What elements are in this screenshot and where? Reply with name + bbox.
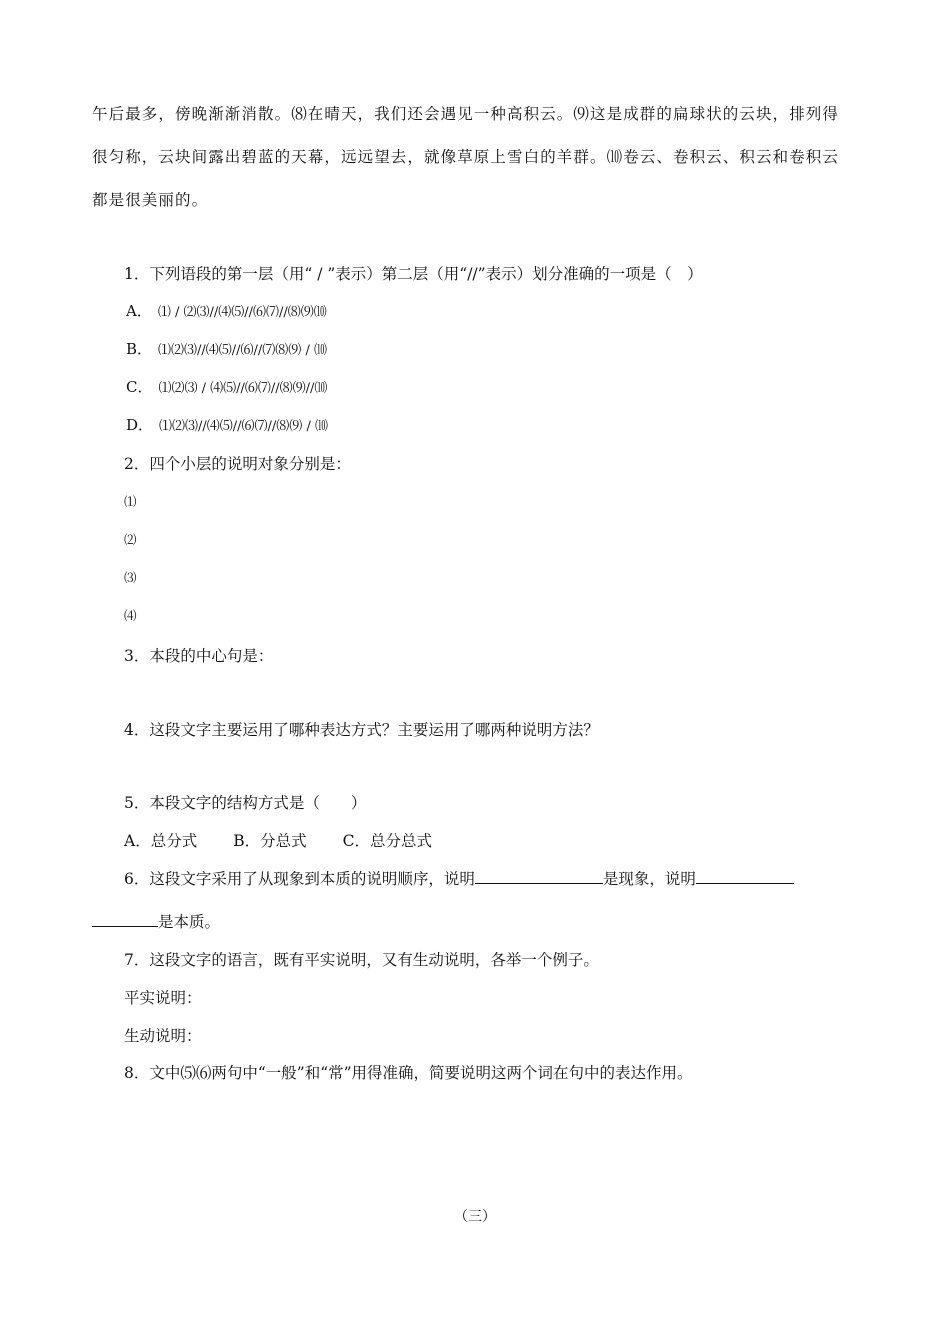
option-a: [126, 300, 327, 321]
passage-line-2: 很匀称，云块间露出碧蓝的天幕，远远望去，就像草原上雪白的羊群。⑽卷云、卷积云、积云和卷积云: [92, 148, 840, 166]
question-2: 2．四个小层的说明对象分别是：: [124, 455, 351, 473]
option-d: [126, 414, 328, 435]
question-5-choices: [124, 829, 432, 851]
answer-blank-1: ⑴: [124, 494, 137, 509]
option-c: [126, 376, 327, 397]
answer-blank-3: ⑶: [124, 570, 137, 585]
vivid-description-label: 生动说明：: [124, 1027, 202, 1045]
option-b-value: ⑴⑵⑶//⑷⑸//⑹//⑺⑻⑼ / ⑽: [158, 343, 327, 358]
option-a-label: A．: [126, 302, 152, 320]
question-6-part1: 6．这段文字采用了从现象到本质的说明顺序，说明: [124, 870, 475, 888]
fill-blank-phenomenon[interactable]: [475, 869, 603, 884]
passage-line-3: 都是很美丽的。: [92, 191, 209, 209]
option-d-label: D．: [126, 416, 154, 434]
question-6-continued: [92, 910, 220, 932]
question-3: 3．本段的中心句是：: [124, 647, 274, 665]
question-8: 8．文中⑸⑹两句中“一般”和“常”用得准确，简要说明这两个词在句中的表达作用。: [124, 1064, 693, 1082]
plain-description-label: 平实说明：: [124, 989, 202, 1007]
option-b-label: B．: [126, 340, 153, 358]
option-b: [126, 338, 327, 359]
option-a-value: ⑴ / ⑵⑶//⑷⑸//⑹⑺//⑻⑼⑽: [157, 305, 327, 320]
question-5: 5．本段文字的结构方式是（ ）: [124, 794, 367, 812]
question-7: 7．这段文字的语言，既有平实说明，又有生动说明，各举一个例子。: [124, 951, 599, 969]
section-marker: （三）: [454, 1209, 496, 1225]
option-d-value: ⑴⑵⑶//⑷⑸//⑹⑺//⑻⑼ / ⑽: [159, 419, 328, 434]
fill-blank-essence-start[interactable]: [696, 869, 794, 884]
fill-blank-essence-end[interactable]: [92, 912, 158, 927]
question-6-part3: 是本质。: [158, 913, 221, 931]
passage-line-1: 午后最多，傍晚渐渐消散。⑻在晴天，我们还会遇见一种高积云。⑼这是成群的扁球状的云块，排列得: [92, 105, 840, 123]
option-c-label: C．: [126, 378, 153, 396]
question-4: 4．这段文字主要运用了哪种表达方式？主要运用了哪两种说明方法？: [124, 721, 599, 739]
answer-blank-4: ⑷: [124, 608, 137, 623]
choice-a: A．总分式: [124, 832, 198, 850]
option-c-value: ⑴⑵⑶ / ⑷⑸//⑹⑺//⑻⑼//⑽: [158, 381, 328, 396]
answer-blank-2: ⑵: [124, 532, 137, 547]
question-1: 1．下列语段的第一层（用“ / ”表示）第二层（用“//”表示）划分准确的一项是（ ）: [124, 265, 703, 283]
question-6-part2: 是现象，说明: [602, 870, 696, 888]
choice-b: B．分总式: [233, 832, 307, 850]
choice-c: C．总分总式: [342, 832, 432, 850]
question-6: [124, 867, 794, 889]
